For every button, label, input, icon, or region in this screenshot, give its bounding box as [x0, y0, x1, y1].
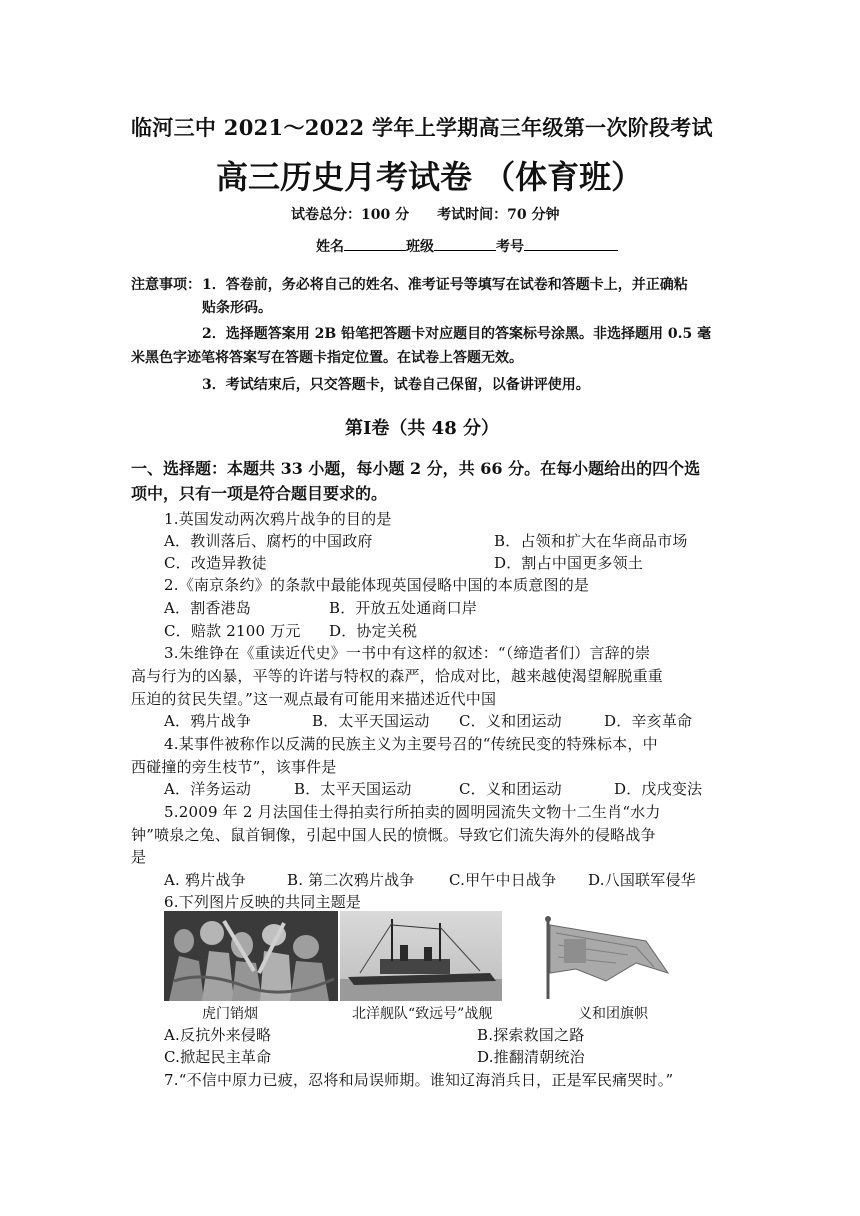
- school-line: 临河三中 2021～2022 学年上学期高三年级第一次阶段考试: [131, 115, 713, 140]
- notice-item-3: 3．考试结束后，只交答题卡，试卷自己保留，以备讲评使用。: [202, 377, 590, 393]
- q6-option-c[interactable]: C.掀起民主革命: [164, 1048, 272, 1066]
- q3-option-a[interactable]: A．鸦片战争: [164, 712, 252, 730]
- exam-meta: 试卷总分：100 分 考试时间：70 分钟: [291, 207, 560, 223]
- q6-caption-3: 义和团旗帜: [578, 1006, 648, 1022]
- q3-option-d[interactable]: D．辛亥革命: [604, 712, 693, 730]
- notice-label: 注意事项：: [131, 277, 201, 293]
- humen-relief-image: [164, 911, 338, 1001]
- q4-option-c[interactable]: C．义和团运动: [459, 780, 562, 798]
- notice-item-2b: 米黑色字迹笔将答案写在答题卡指定位置。在试卷上答题无效。: [131, 350, 523, 366]
- boxer-banner-image: [536, 911, 672, 1001]
- q1-option-d[interactable]: D．割占中国更多领土: [494, 554, 644, 572]
- q4-option-a[interactable]: A．洋务运动: [164, 780, 252, 798]
- q2-option-d[interactable]: D．协定关税: [329, 622, 418, 640]
- q6-caption-1: 虎门销烟: [202, 1006, 258, 1022]
- q5-option-c[interactable]: C.甲午中日战争: [449, 871, 557, 889]
- q5-option-b[interactable]: B. 第二次鸦片战争: [287, 871, 415, 889]
- notice-item-1b: 贴条形码。: [202, 300, 272, 316]
- q3-stem-b: 高与行为的凶暴，平等的许诺与特权的森严，恰成对比，越来越使渴望解脱重重: [131, 667, 664, 685]
- q7-stem: 7.“不信中原力已疲，忍将和局误师期。谁知辽海消兵日，正是军民痛哭时。”: [164, 1071, 674, 1089]
- q5-stem-b: 钟”喷泉之兔、鼠首铜像，引起中国人民的愤慨。导致它们流失海外的侵略战争: [131, 826, 656, 844]
- q3-stem-c: 压迫的贫民失望。”这一观点最有可能用来描述近代中国: [131, 690, 497, 708]
- class-blank[interactable]: [434, 236, 496, 251]
- q3-stem-a: 3.朱维铮在《重读近代史》一书中有这样的叙述：“（缔造者们）言辞的崇: [164, 644, 651, 662]
- q5-option-a[interactable]: A. 鸦片战争: [164, 871, 246, 889]
- q3-option-b[interactable]: B．太平天国运动: [312, 712, 430, 730]
- q6-option-b[interactable]: B.探索救国之路: [477, 1026, 585, 1044]
- q2-stem: 2.《南京条约》的条款中最能体现英国侵略中国的本质意图的是: [164, 576, 590, 594]
- q2-option-b[interactable]: B．开放五处通商口岸: [329, 599, 478, 617]
- notice-item-1a: 1．答卷前，务必将自己的姓名、准考证号等填写在试卷和答题卡上，并正确粘: [202, 277, 688, 293]
- q4-stem-a: 4.某事件被称作以反满的民族主义为主要号召的“传统民变的特殊标本，中: [164, 735, 658, 753]
- q5-stem-c: 是: [131, 848, 147, 866]
- q6-caption-2: 北洋舰队“致远号”战舰: [352, 1006, 493, 1022]
- q4-option-b[interactable]: B．太平天国运动: [294, 780, 412, 798]
- q6-stem: 6.下列图片反映的共同主题是: [164, 893, 362, 911]
- section-title: 第Ⅰ卷（共 48 分）: [345, 418, 500, 439]
- section-intro-b: 项中，只有一项是符合题目要求的。: [131, 484, 388, 503]
- student-info-row: [316, 236, 618, 256]
- q1-option-b[interactable]: B．占领和扩大在华商品市场: [494, 532, 688, 550]
- q5-stem-a: 5.2009 年 2 月法国佳士得拍卖行所拍卖的圆明园流失文物十二生肖“水力: [164, 803, 661, 821]
- notice-item-2a: 2．选择题答案用 2B 铅笔把答题卡对应题目的答案标号涂黑。非选择题用 0.5 毫: [202, 326, 712, 342]
- q1-stem: 1.英国发动两次鸦片战争的目的是: [164, 510, 392, 528]
- q5-option-d[interactable]: D.八国联军侵华: [588, 871, 696, 889]
- zhiyuan-warship-image: [340, 911, 502, 1001]
- number-blank[interactable]: [524, 236, 618, 251]
- q6-option-a[interactable]: A.反抗外来侵略: [164, 1026, 272, 1044]
- section-intro-a: 一、选择题：本题共 33 小题，每小题 2 分，共 66 分。在每小题给出的四个选: [131, 459, 701, 478]
- q6-option-d[interactable]: D.推翻清朝统治: [477, 1048, 585, 1066]
- q1-option-a[interactable]: A．教训落后、腐朽的中国政府: [164, 532, 373, 550]
- q4-stem-b: 西碰撞的旁生枝节”，该事件是: [131, 758, 337, 776]
- q2-option-c[interactable]: C．赔款 2100 万元: [164, 622, 301, 640]
- q1-option-c[interactable]: C．改造异教徒: [164, 554, 267, 572]
- q3-option-c[interactable]: C．义和团运动: [459, 712, 562, 730]
- name-blank[interactable]: [344, 236, 406, 251]
- name-label: 姓名: [316, 239, 344, 255]
- q2-option-a[interactable]: A．割香港岛: [164, 599, 252, 617]
- number-label: 考号: [496, 239, 524, 255]
- q4-option-d[interactable]: D．戊戌变法: [614, 780, 703, 798]
- page-title: 高三历史月考试卷 （体育班）: [216, 158, 644, 196]
- class-label: 班级: [406, 239, 434, 255]
